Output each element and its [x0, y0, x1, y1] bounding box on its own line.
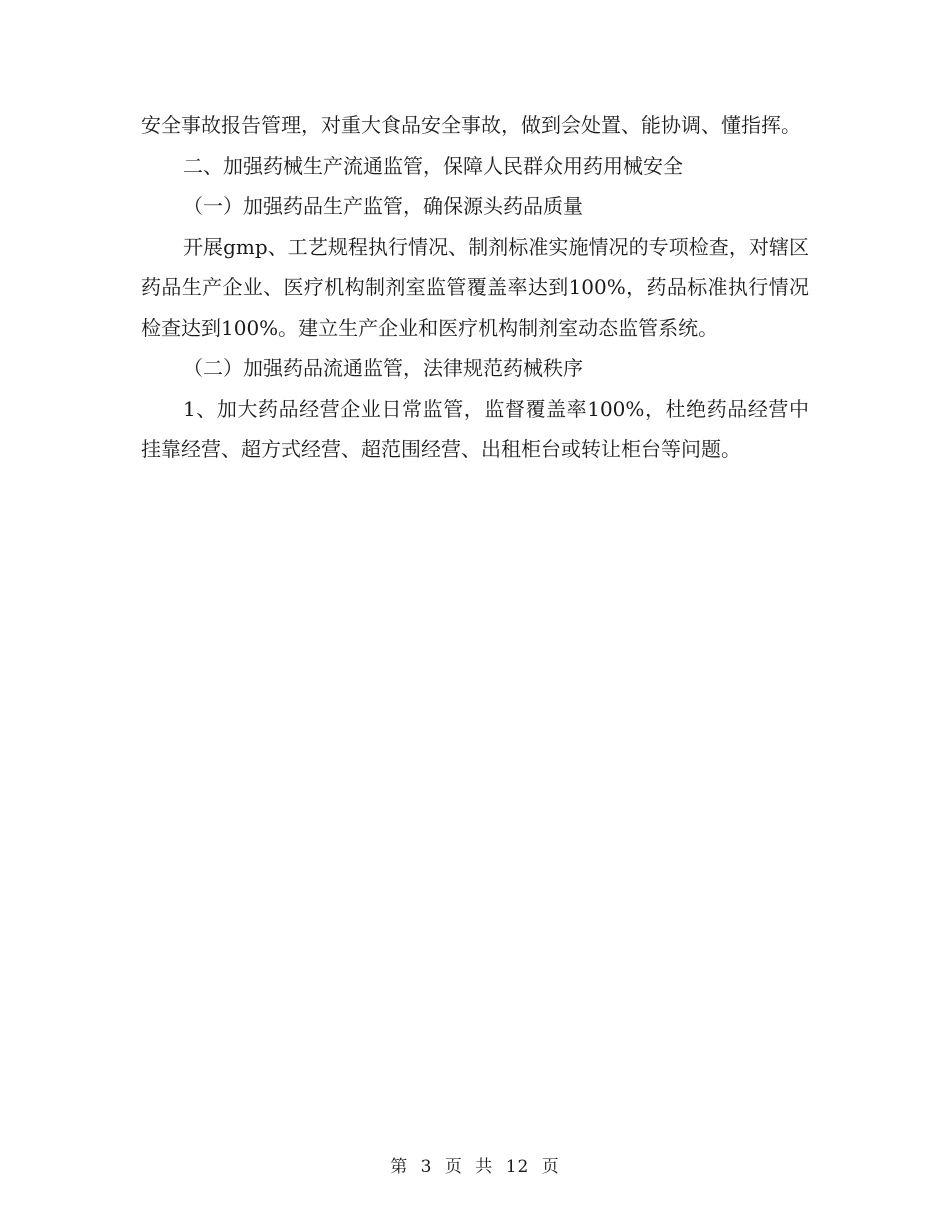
- subsection-heading-production-supervision: （一）加强药品生产监管，确保源头药品质量: [183, 194, 583, 218]
- page-number-label: 第 3 页 共 12 页: [390, 1157, 560, 1177]
- page-footer: [0, 1155, 950, 1179]
- document-body: [141, 105, 809, 470]
- paragraph-gmp-inspection: 开展gmp、工艺规程执行情况、制剂标准实施情况的专项检查，对辖区药品生产企业、医疗机构制剂室监管覆盖率达到100%，药品标准执行情况检查达到100%。建立生产企业和医疗机构制剂室动态监管系统。: [141, 234, 809, 340]
- paragraph-distribution-enterprises: 1、加大药品经营企业日常监管，监督覆盖率100%，杜绝药品经营中挂靠经营、超方式经营、超范围经营、出租柜台或转让柜台等问题。: [141, 396, 809, 461]
- section-heading-drug-device-supervision: 二、加强药械生产流通监管，保障人民群众用药用械安全: [183, 153, 683, 178]
- subsection-heading-distribution-supervision: （二）加强药品流通监管，法律规范药械秩序: [183, 356, 583, 380]
- paragraph-accident-reporting: 安全事故报告管理，对重大食品安全事故，做到会处置、能协调、懂指挥。: [141, 113, 801, 137]
